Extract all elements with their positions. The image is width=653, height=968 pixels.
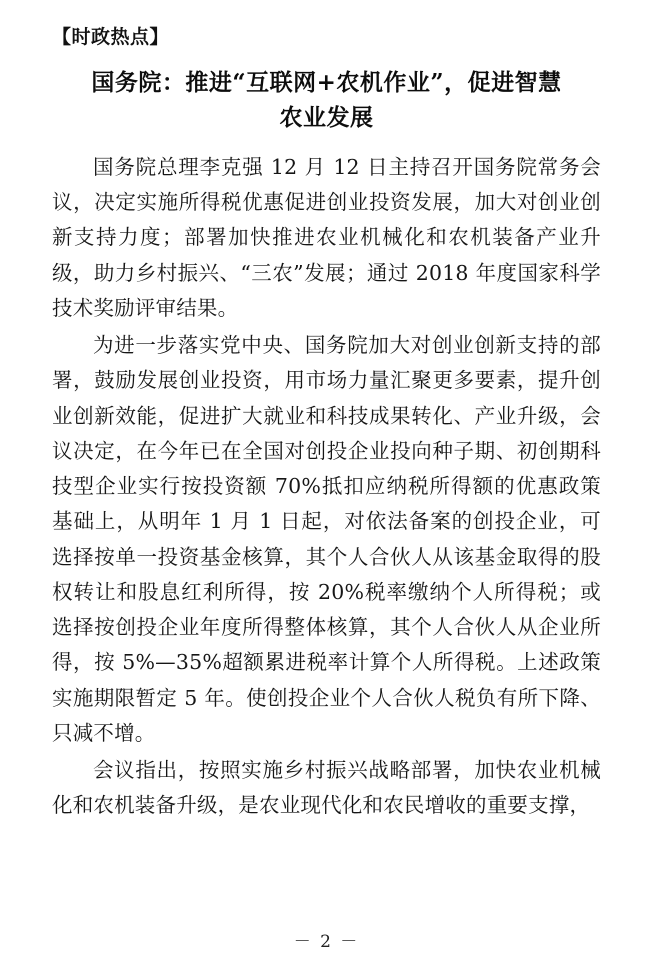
paragraph: 会议指出，按照实施乡村振兴战略部署，加快农业机械化和农机装备升级，是农业现代化和农民增收的重要支撑，: [52, 758, 601, 818]
section-tag: 【时政热点】: [52, 26, 170, 48]
page-title: 国务院：推进“互联网+农机作业”，促进智慧农业发展: [91, 68, 562, 132]
paragraph: 国务院总理李克强 12 月 12 日主持召开国务院常务会议，决定实施所得税优惠促进创业投资发展，加大对创业创新支持力度；部署加快推进农业机械化和农机装备产业升级，助力乡村振兴、“三农”发展；通过 2018 年度国家科学技术奖励评审结果。: [52, 154, 601, 320]
page-number: － 2 －: [293, 932, 360, 952]
paragraph: 为进一步落实党中央、国务院加大对创业创新支持的部署，鼓励发展创业投资，用市场力量汇聚更多要素，提升创业创新效能，促进扩大就业和科技成果转化、产业升级，会议决定，在今年已在全国对创投企业投向种子期、初创期科技型企业实行按投资额 70%抵扣应纳税所得额的优惠政策基础上，从明年 1 月 1 日起，对依法备案的创投企业，可选择按单一投资基金核算，其个人合伙人从该基金取得的股权转让和股息红利所得，按 20%税率缴纳个人所得税；或选择按创投企业年度所得整体核算，其个人合伙人从企业所得，按 5%—35%超额累进税率计算个人所得税。上述政策实施期限暂定 5 年。使创投企业个人合伙人税负有所下降、只减不增。: [52, 333, 601, 745]
document-body: [52, 150, 601, 824]
